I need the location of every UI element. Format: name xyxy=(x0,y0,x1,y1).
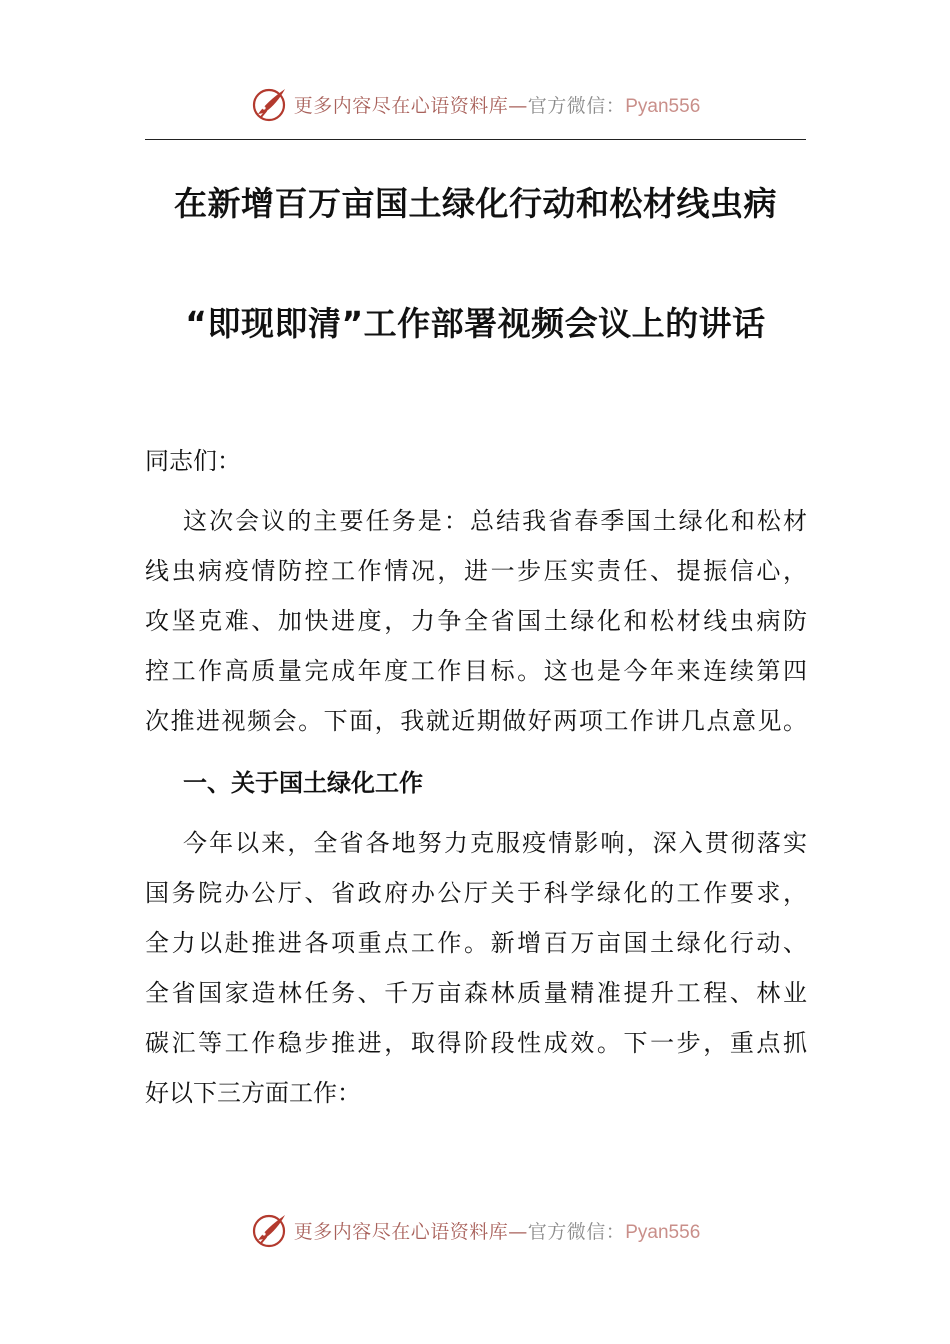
footer-banner-label: 官方微信： xyxy=(527,1220,626,1243)
footer-banner-dash: — xyxy=(508,1220,528,1243)
header-banner-text xyxy=(294,91,701,118)
paragraph-1-line: 线虫病疫情防控工作情况，进一步压实责任、提振信心， xyxy=(145,557,807,585)
paragraph-2 xyxy=(145,818,807,1118)
paragraph-2-line: 好以下三方面工作： xyxy=(145,1079,361,1107)
quill-pen-logo-icon xyxy=(250,84,290,124)
document-title-line-1: 在新增百万亩国土绿化行动和松材线虫病 xyxy=(174,184,777,223)
paragraph-2-line: 全力以赴推进各项重点工作。新增百万亩国土绿化行动、 xyxy=(145,929,807,957)
section-heading-1: 一、关于国土绿化工作 xyxy=(183,769,423,797)
paragraph-1-line: 这次会议的主要任务是：总结我省春季国土绿化和松材 xyxy=(183,507,807,535)
greeting xyxy=(145,436,807,486)
footer-banner-slogan: 更多内容尽在心语资料库 xyxy=(293,1220,509,1243)
footer-banner-handle: Pyan556 xyxy=(625,1221,701,1243)
footer-banner xyxy=(0,1208,950,1252)
paragraph-2-line: 全省国家造林任务、千万亩森林质量精准提升工程、林业 xyxy=(145,979,807,1007)
header-banner-dash: — xyxy=(508,94,528,117)
paragraph-1-line: 次推进视频会。下面，我就近期做好两项工作讲几点意见。 xyxy=(145,707,807,735)
footer-banner-text xyxy=(294,1217,701,1244)
header-banner xyxy=(0,82,950,126)
paragraph-1-line: 攻坚克难、加快进度，力争全省国土绿化和松材线虫病防 xyxy=(145,607,807,635)
header-divider xyxy=(145,139,806,140)
header-banner-handle: Pyan556 xyxy=(625,95,701,117)
header-banner-slogan: 更多内容尽在心语资料库 xyxy=(293,94,509,117)
document-title-line-2: “即现即清”工作部署视频会议上的讲话 xyxy=(185,304,766,343)
header-banner-label: 官方微信： xyxy=(527,94,626,117)
paragraph-1 xyxy=(145,496,807,746)
paragraph-2-line: 国务院办公厅、省政府办公厅关于科学绿化的工作要求， xyxy=(145,879,807,907)
quill-pen-logo-icon xyxy=(250,1210,290,1250)
paragraph-2-line: 今年以来，全省各地努力克服疫情影响，深入贯彻落实 xyxy=(183,829,807,857)
greeting-text: 同志们： xyxy=(145,447,241,475)
paragraph-2-line: 碳汇等工作稳步推进，取得阶段性成效。下一步，重点抓 xyxy=(145,1029,807,1057)
paragraph-1-line: 控工作高质量完成年度工作目标。这也是今年来连续第四 xyxy=(145,657,807,685)
